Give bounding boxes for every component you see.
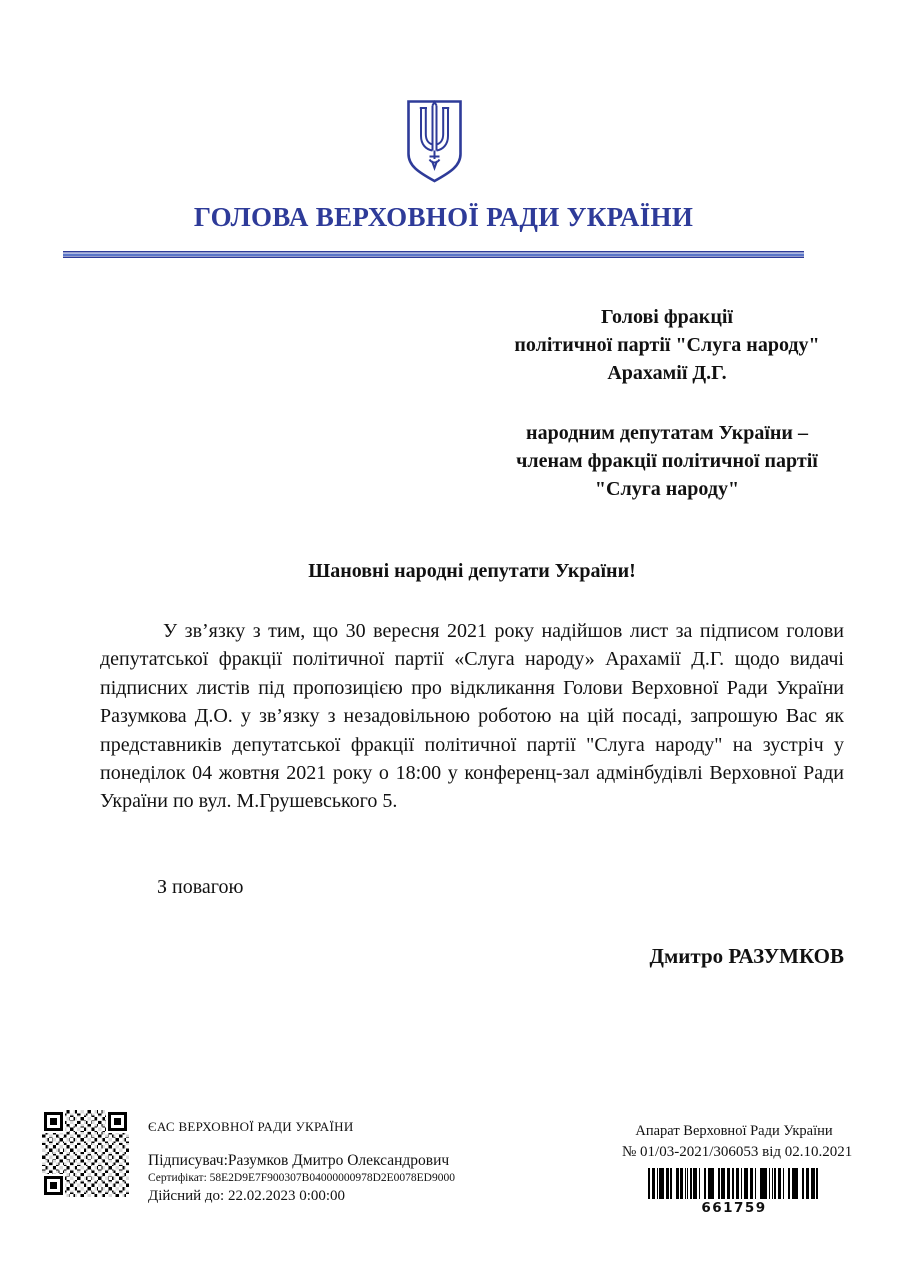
addressee-line: членам фракції політичної партії bbox=[516, 450, 818, 472]
barcode-number: 661759 bbox=[701, 1200, 767, 1216]
stamp-office: Апарат Верховної Ради України bbox=[635, 1123, 833, 1139]
signature-name: Дмитро РАЗУМКОВ bbox=[649, 944, 844, 968]
addressee-recipient bbox=[497, 303, 837, 387]
closing-phrase: З повагою bbox=[157, 876, 244, 898]
esignature-valid-until: Дійсний до: 22.02.2023 0:00:00 bbox=[148, 1188, 346, 1204]
salutation: Шановні народні депутати України! bbox=[308, 560, 636, 582]
esignature-signer: Підписувач:Разумков Дмитро Олександрович bbox=[148, 1152, 450, 1169]
addressee-copy bbox=[497, 419, 837, 503]
addressee-line: "Слуга народу" bbox=[594, 478, 740, 500]
ukraine-trident-emblem-icon bbox=[406, 99, 463, 184]
registration-stamp bbox=[622, 1123, 853, 1216]
qr-finder-icon bbox=[44, 1176, 63, 1195]
barcode-icon bbox=[648, 1168, 820, 1199]
addressee-line: Голові фракції bbox=[601, 306, 733, 328]
letter-body: У зв’язку з тим, що 30 вересня 2021 року надійшов лист за підписом голови депутатської фракції політичної партії «Слуга народу» Арахамії Д.Г. щодо видачі підписних листів під пропозицією про відкликання Голови Верховної Ради України Разумкова Д.О. у зв’язку з незадовільною роботою на цій посаді, запрошую Вас як представників депутатської фракції політичної партії "Слуга народу" на зустріч у понеділок 04 жовтня 2021 року о 18:00 у конференц-зал адмінбудівлі Верховної Ради України по вул. М.Грушевського 5. bbox=[100, 620, 844, 813]
addressee-line: Арахамії Д.Г. bbox=[607, 362, 727, 384]
esignature-system: ЄАС ВЕРХОВНОЇ РАДИ УКРАЇНИ bbox=[148, 1119, 354, 1134]
header-divider bbox=[63, 251, 804, 258]
addressee-line: політичної партії "Слуга народу" bbox=[514, 334, 820, 356]
addressee-block bbox=[497, 303, 837, 503]
addressee-line: народним депутатам України – bbox=[526, 422, 808, 444]
esignature-info bbox=[148, 1119, 508, 1205]
qr-finder-icon bbox=[44, 1112, 63, 1131]
stamp-reg-number: № 01/03-2021/306053 від 02.10.2021 bbox=[622, 1144, 853, 1160]
page-title: ГОЛОВА ВЕРХОВНОЇ РАДИ УКРАЇНИ bbox=[193, 202, 694, 232]
qr-code-icon bbox=[42, 1110, 129, 1197]
esignature-certificate: Сертифікат: 58E2D9E7F900307B04000000978D2E0078ED9000 bbox=[148, 1172, 455, 1184]
qr-finder-icon bbox=[108, 1112, 127, 1131]
